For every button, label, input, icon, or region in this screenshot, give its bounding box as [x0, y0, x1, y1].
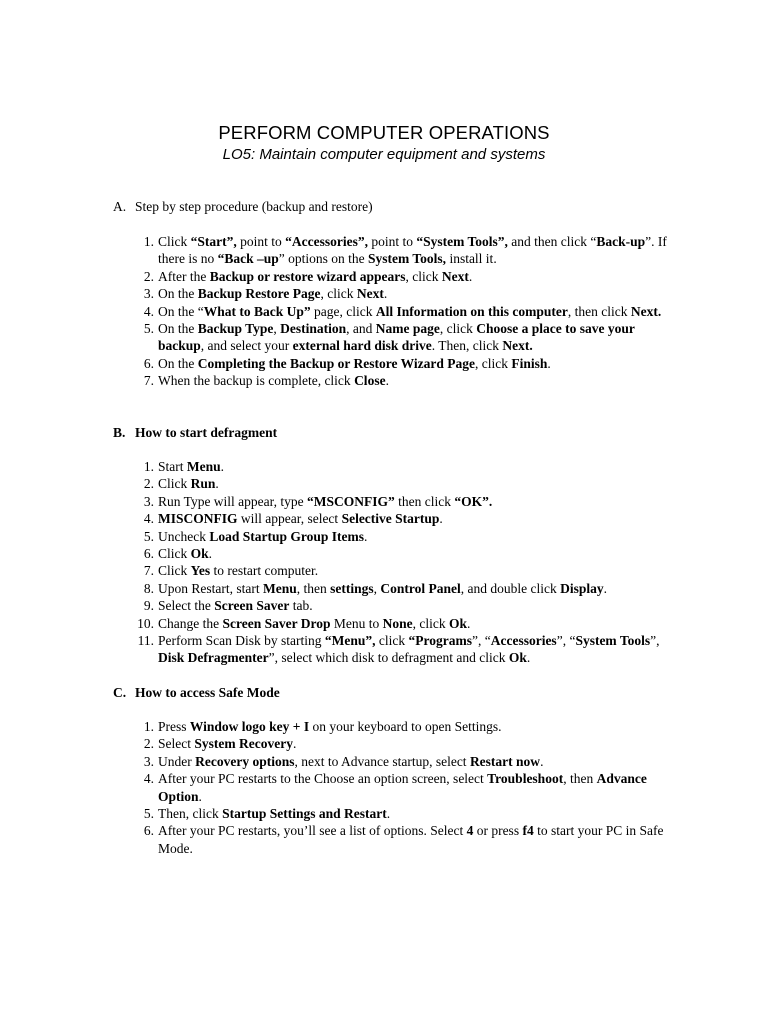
list-item	[143, 753, 683, 770]
list-item-text: Click Yes to restart computer.	[158, 563, 319, 579]
list-item	[143, 458, 683, 475]
list-item-text: After your PC restarts to the Choose an option screen, select Troubleshoot, then Advance Option.	[158, 771, 647, 804]
list-item-number: 11.	[137, 633, 154, 649]
list-item-number: 2.	[143, 268, 154, 284]
section-title: How to access Safe Mode	[135, 685, 280, 700]
section-letter: B.	[113, 425, 126, 440]
section-a-heading	[113, 198, 373, 215]
list-item-number: 1.	[143, 234, 154, 249]
list-item	[137, 632, 683, 667]
list-item-text: Then, click Startup Settings and Restart.	[158, 806, 391, 822]
list-item	[143, 493, 683, 510]
section-letter: C.	[113, 685, 127, 700]
list-item-number: 6.	[143, 355, 154, 371]
list-item-number: 7.	[143, 373, 154, 389]
list-item-text: Press Window logo key + I on your keyboard to open Settings.	[158, 719, 502, 734]
list-item-number: 3.	[143, 753, 154, 769]
list-item	[143, 268, 683, 285]
list-item-number: 2.	[143, 476, 154, 492]
list-item-number: 4.	[143, 771, 154, 787]
page-subtitle: LO5: Maintain computer equipment and systems	[222, 146, 546, 163]
list-item	[143, 285, 683, 302]
list-item-text: On the Backup Restore Page, click Next.	[158, 286, 388, 302]
list-item-text: MISCONFIG will appear, select Selective Startup.	[158, 511, 443, 527]
list-item-text: Click Ok.	[158, 546, 213, 562]
list-item	[143, 718, 683, 735]
list-item-number: 7.	[143, 563, 154, 579]
section-c-steps	[143, 718, 683, 857]
list-item-text: On the Backup Type, Destination, and Name page, click Choose a place to save your backup, and select your external hard disk drive. Then, click Next.	[158, 321, 635, 354]
list-item-number: 6.	[143, 823, 154, 839]
list-item-text: When the backup is complete, click Close.	[158, 373, 389, 389]
section-title: Step by step procedure (backup and restore)	[135, 199, 373, 214]
list-item-text: Click Run.	[158, 476, 219, 492]
list-item	[143, 528, 683, 545]
list-item-number: 9.	[143, 598, 154, 614]
page-title: PERFORM COMPUTER OPERATIONS	[218, 122, 550, 143]
list-item-number: 5.	[143, 806, 154, 822]
list-item-text: Perform Scan Disk by starting “Menu”, click “Programs”, “Accessories”, “System Tools”, Disk Defragmenter”, select which disk to defragment and click Ok.	[158, 633, 660, 666]
list-item-text: Change the Screen Saver Drop Menu to None, click Ok.	[158, 615, 471, 631]
list-item	[143, 735, 683, 752]
list-item	[143, 545, 683, 562]
section-a-steps	[143, 233, 683, 390]
list-item	[143, 303, 683, 320]
list-item-text: Under Recovery options, next to Advance startup, select Restart now.	[158, 753, 544, 769]
section-title: How to start defragment	[135, 425, 278, 440]
list-item-text: Start Menu.	[158, 459, 224, 474]
list-item	[143, 355, 683, 372]
list-item-text: After your PC restarts, you’ll see a list of options. Select 4 or press f4 to start your PC in Safe Mode.	[158, 823, 664, 856]
list-item	[143, 233, 683, 268]
list-item	[143, 372, 683, 389]
section-b-steps	[137, 458, 683, 667]
list-item	[143, 475, 683, 492]
list-item	[143, 805, 683, 822]
list-item-number: 3.	[143, 286, 154, 302]
list-item	[143, 320, 683, 355]
list-item	[143, 770, 683, 805]
list-item	[143, 580, 683, 597]
list-item-number: 3.	[143, 493, 154, 509]
list-item-number: 2.	[143, 736, 154, 752]
list-item-text: Select the Screen Saver tab.	[158, 598, 313, 614]
list-item-number: 1.	[143, 719, 154, 734]
list-item-text: Uncheck Load Startup Group Items.	[158, 528, 368, 544]
list-item-number: 10.	[137, 615, 154, 631]
list-item-number: 5.	[143, 528, 154, 544]
list-item	[143, 562, 683, 579]
list-item-number: 6.	[143, 546, 154, 562]
list-item	[143, 597, 683, 614]
list-item-number: 5.	[143, 321, 154, 337]
list-item-text: Select System Recovery.	[158, 736, 297, 752]
list-item-text: Click “Start”, point to “Accessories”, point to “System Tools”, and then click “Back-up”. If there is no “Back –up” options on the System Tools, install it.	[158, 234, 667, 267]
list-item-text: After the Backup or restore wizard appears, click Next.	[158, 268, 473, 284]
list-item-text: Run Type will appear, type “MSCONFIG” then click “OK”.	[158, 493, 493, 509]
list-item	[143, 510, 683, 527]
list-item-number: 1.	[143, 459, 154, 474]
section-c-heading	[113, 684, 280, 701]
list-item-number: 4.	[143, 303, 154, 319]
list-item-number: 4.	[143, 511, 154, 527]
section-b-heading	[113, 424, 277, 441]
section-letter: A.	[113, 199, 127, 214]
list-item-text: On the Completing the Backup or Restore Wizard Page, click Finish.	[158, 355, 551, 371]
list-item-text: On the “What to Back Up” page, click All Information on this computer, then click Next.	[158, 303, 662, 319]
list-item-number: 8.	[143, 580, 154, 596]
list-item	[143, 822, 683, 857]
list-item-text: Upon Restart, start Menu, then settings, Control Panel, and double click Display.	[158, 580, 607, 596]
list-item	[137, 615, 683, 632]
